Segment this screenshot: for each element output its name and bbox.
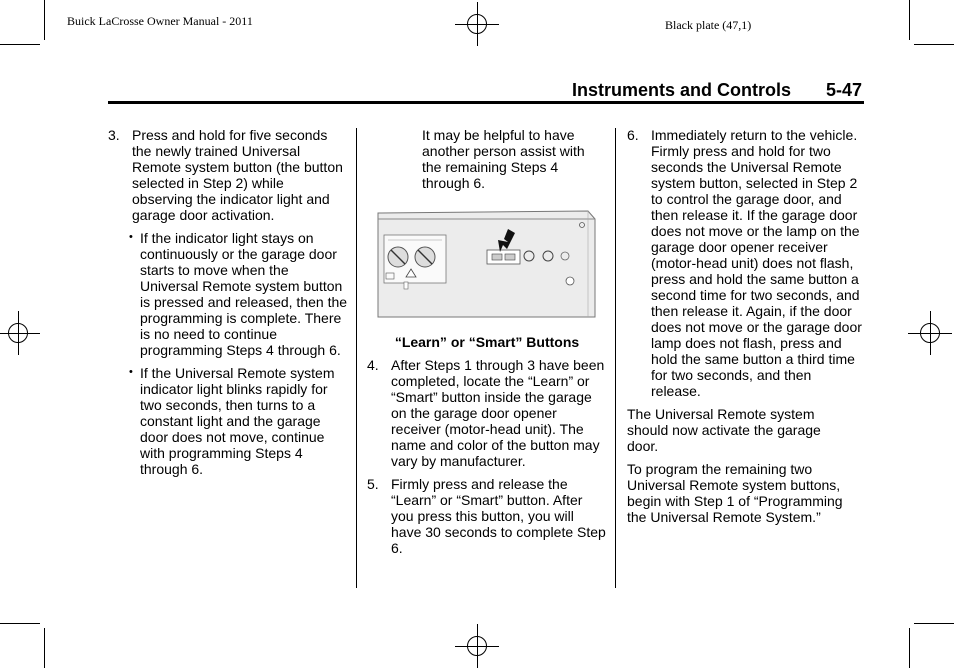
registration-mark [463,10,491,38]
bullet-item [108,365,348,477]
step-text: After Steps 1 through 3 have been completed, locate the “Learn” or “Smart” button inside the garage on the garage door opener receiver (motor-head unit). The name and color of the button may vary by manufacturer. [391,357,605,469]
crop-mark [0,44,40,45]
crop-mark [44,628,45,668]
step-number: 3. [108,127,120,143]
paragraph: To program the remaining two Universal Remote system buttons, begin with Step 1 of “Programming the Universal Remote System.” [627,461,843,525]
crop-mark [909,0,910,40]
section-title: Instruments and Controls [572,80,792,100]
registration-mark [916,319,944,347]
header-rule [108,101,864,104]
step-5 [367,476,607,556]
manual-title: Buick LaCrosse Owner Manual - 2011 [67,14,253,28]
paragraph: The Universal Remote system should now activate the garage door. [627,406,821,454]
crop-mark [914,44,954,45]
plate-label: Black plate (47,1) [665,18,752,32]
column-3 [627,127,863,532]
figure-caption: “Learn” or “Smart” Buttons [394,334,580,350]
garage-opener-figure [374,207,597,322]
step-text: Immediately return to the vehicle. Firmly press and hold for two seconds the Universal Remote system button, selected in Step 2 to control the garage door, and then release it. If the garage door does not move or the lamp on the garage door opener receiver (motor-head unit) does not flash, press and hold the same button a second time for two seconds, and then release it. Again, if the door does not move or the garage door lamp does not flash, press and hold the same button a third time for two seconds, and then release. [651,127,862,399]
step-text: Firmly press and release the “Learn” or “Smart” button. After you press this button, you will have 30 seconds to complete Step 6. [391,476,606,556]
column-divider [356,128,357,588]
column-2 [367,127,607,563]
page-number: 5-47 [826,80,863,100]
step-3 [108,127,348,223]
column-1 [108,127,348,484]
intro-text: It may be helpful to have another person assist with the remaining Steps 4 through 6. [422,127,585,191]
garage-opener-illustration [374,207,597,322]
crop-mark [44,0,45,40]
registration-mark [463,632,491,660]
step-number: 5. [367,476,379,492]
bullet-icon: • [129,366,133,378]
crop-mark [0,623,40,624]
step-6 [627,127,863,399]
step-number: 4. [367,357,379,373]
registration-mark [4,319,32,347]
crop-mark [909,628,910,668]
bullet-text: If the indicator light stays on continuously or the garage door starts to move when the Universal Remote system button is pressed and released, then the programming is complete. There is no need to continue programming Steps 4 through 6. [140,230,348,358]
bullet-item [108,230,348,358]
bullet-text: If the Universal Remote system indicator light blinks rapidly for two seconds, then turns to a constant light and the garage door does not move, continue with programming Steps 4 through 6. [140,365,335,477]
step-text: Press and hold for five seconds the newly trained Universal Remote system button (the button selected in Step 2) while observing the indicator light and garage door activation. [132,127,343,223]
column-divider [615,128,616,588]
step-number: 6. [627,127,639,143]
crop-mark [914,623,954,624]
bullet-icon: • [129,231,133,243]
step-4 [367,357,607,469]
